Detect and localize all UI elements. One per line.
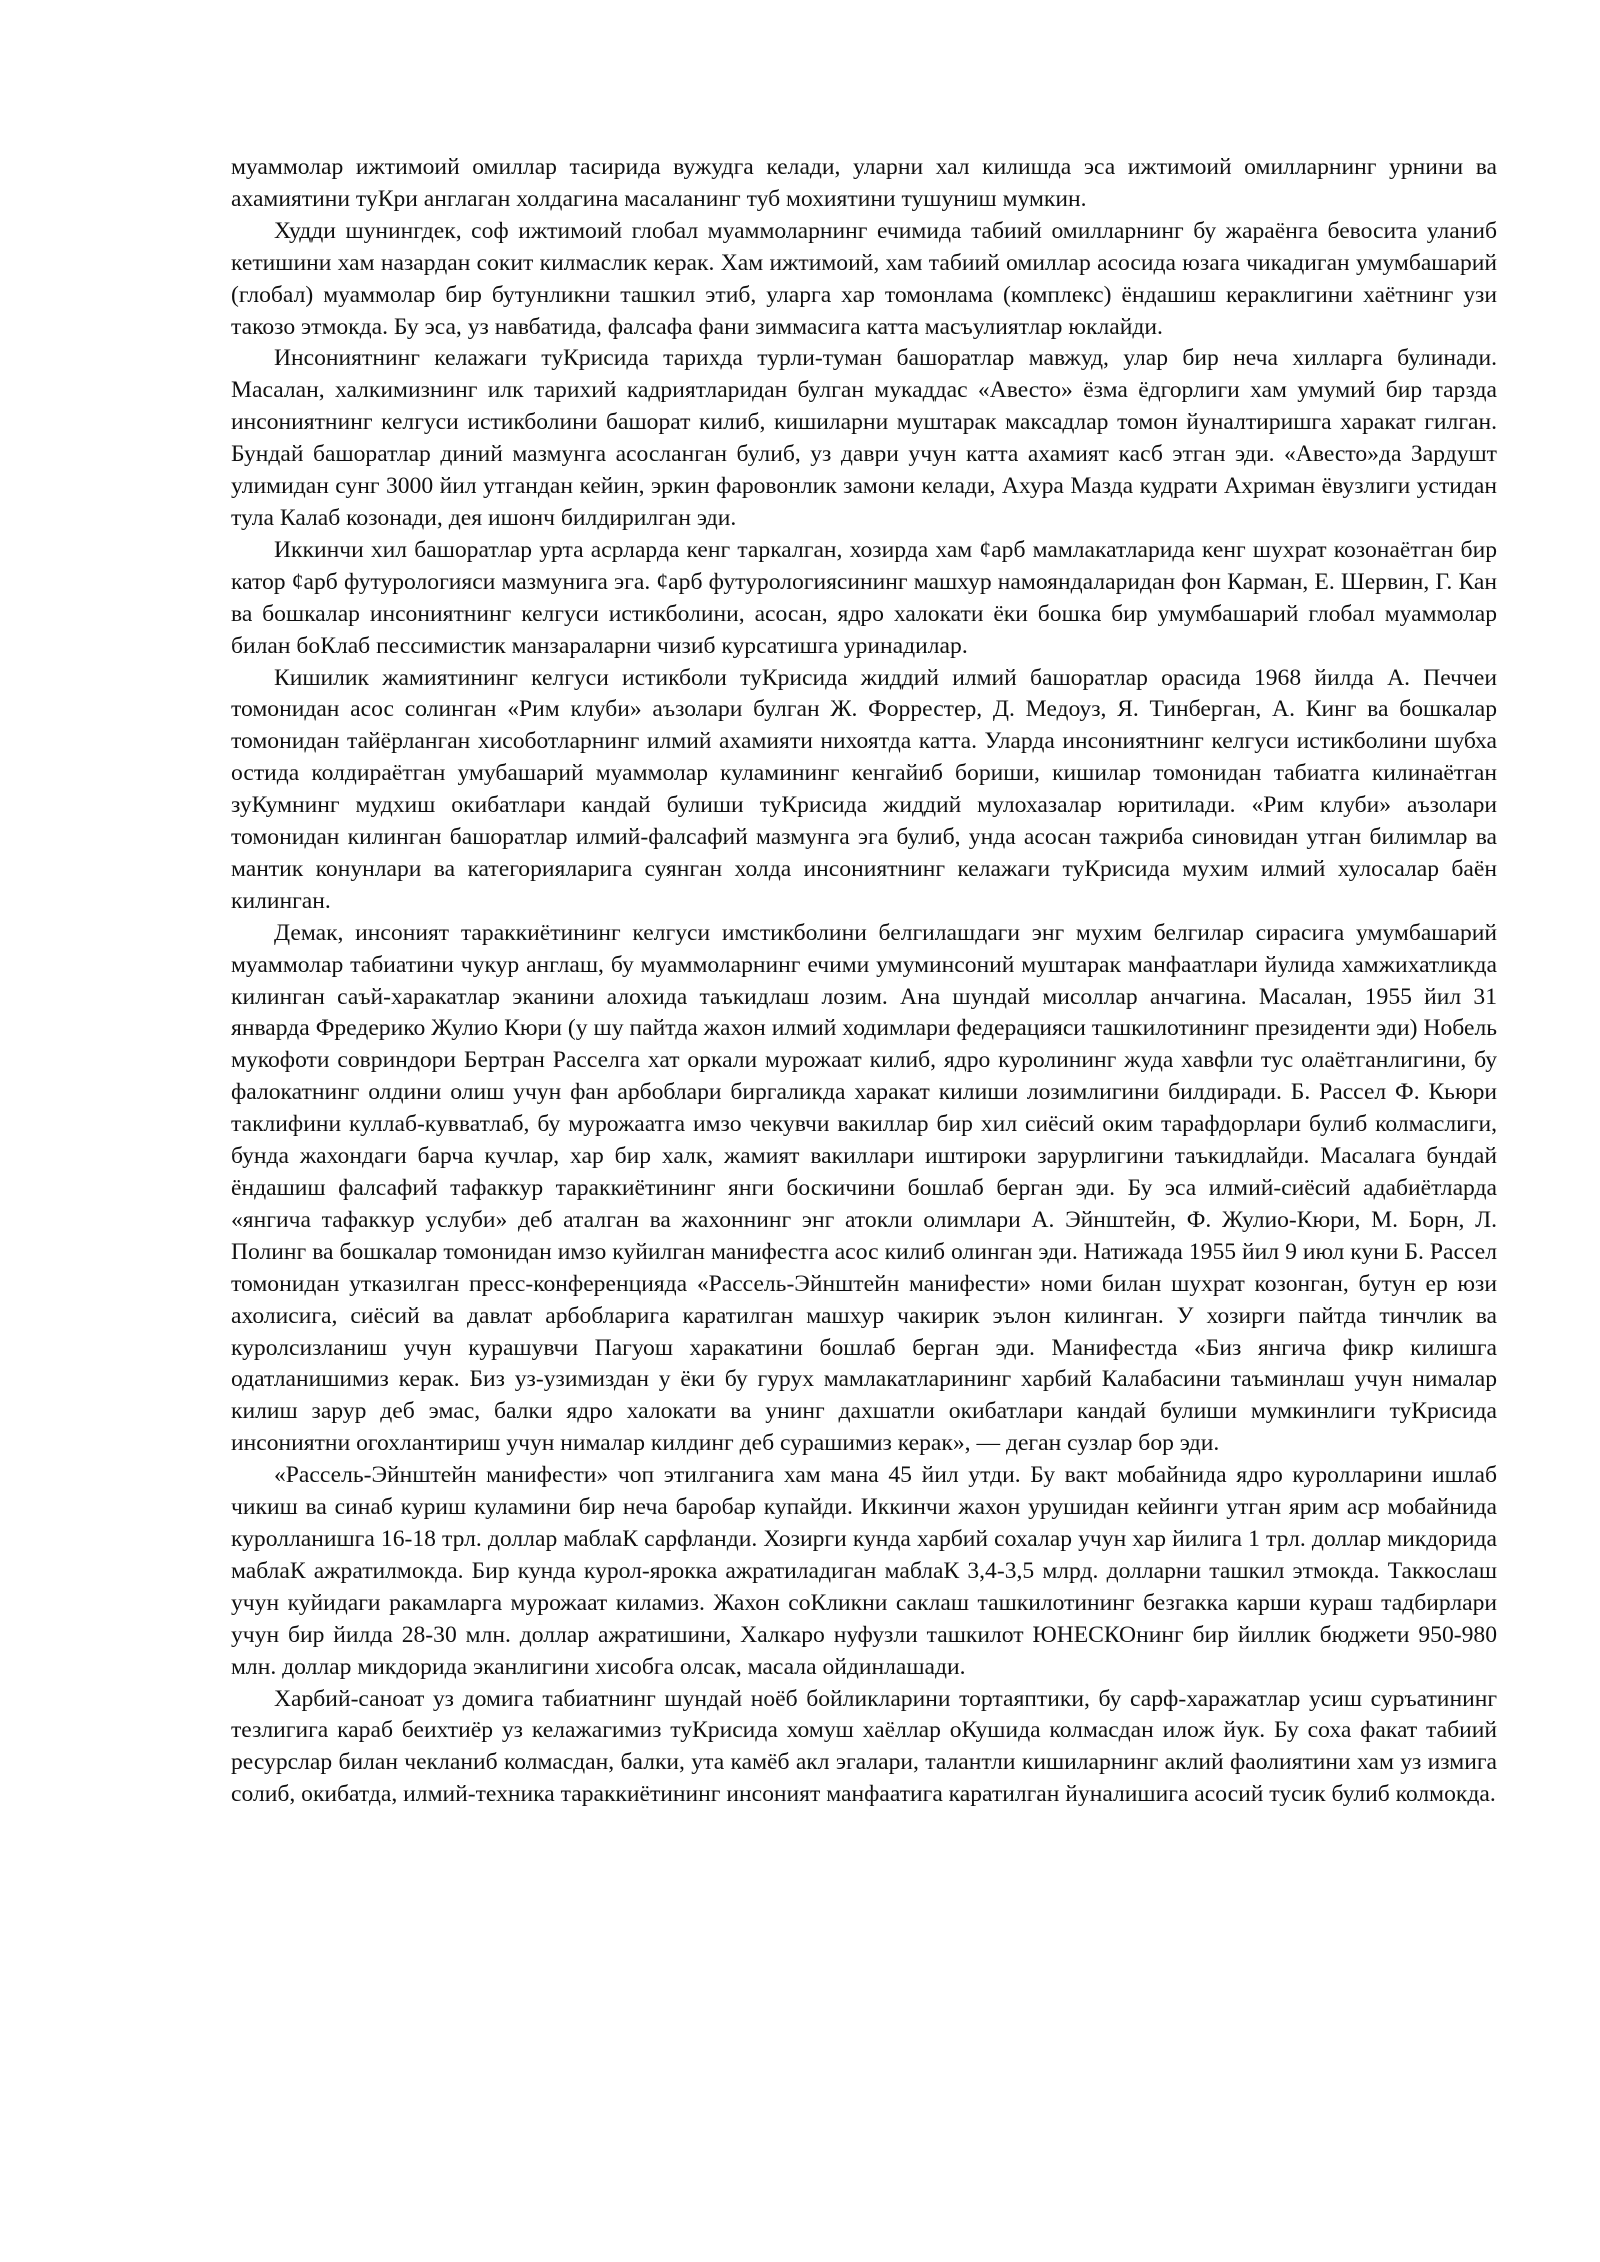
paragraph-military-industry: Харбий-саноат уз домига табиатнинг шундай ноёб бойликларини тортаяптики, бу сарф-харажатлар усиш суръатининг тезлигига караб беихтиёр уз келажагимиз туКрисида хомуш хаёллар оКушида колмасдан илож йук. Бу соха факат табиий ресурслар билан чекланиб колмасдан, балки, ута камёб акл эгалари, талантли кишиларнинг аклий фаолиятини хам уз измига солиб, окибатда, илмий-техника тараккиётининг инсоният манфаатига каратилган йуналишига асосий тусик булиб колмокда. — [231, 1685, 1497, 1808]
document-page — [231, 152, 1497, 1811]
paragraph-russell-einstein: Демак, инсоният тараккиётининг келгуси имстикболини белгилашдаги энг мухим белгилар сирасига умумбашарий муаммолар табиатини чукур англаш, бу муаммоларнинг ечими умуминсоний муштарак манфаатлари йулида хамжихатликда килинган саъй-харакатлар эканини алохида таъкидлаш лозим. Ана шундай мисоллар анчагина. Масалан, 1955 йил 31 январда Фредерико Жулио Кюри (у шу пайтда жахон илмий ходимлари федерацияси ташкилотининг президенти эди) Нобель мукофоти совриндори Бертран Расселга хат оркали мурожаат килиб, ядро куролининг жуда хавфли тус олаётганлигини, бу фалокатнинг олдини олиш учун фан арбоблари биргаликда харакат килиши лозимлигини билдиради. Б. Рассел Ф. Кьюри таклифини куллаб-кувватлаб, бу мурожаатга имзо чекувчи вакиллар бир хил сиёсий оким тарафдорлари булиб колмаслиги, бунда жахондаги барча кучлар, хар бир халк, жамият вакиллари иштироки зарурлигини таъкидлайди. Масалага бундай ёндашиш фалсафий тафаккур тараккиётининг янги боскичини бошлаб берган эди. Бу эса илмий-сиёсий адабиётларда «янгича тафаккур услуби» деб аталган ва жахоннинг энг атокли олимлари А. Эйнштейн, Ф. Жулио-Кюри, М. Борн, Л. Полинг ва бошкалар томонидан имзо куйилган манифестга асос килиб олинган эди. Натижада 1955 йил 9 июл куни Б. Рассел томонидан утказилган пресс-конференцияда «Рассель-Эйнштейн манифести» номи билан шухрат козонган, бутун ер юзи ахолисига, сиёсий ва давлат арбобларига каратилган машхур чакирик эълон килинган. У хозирги пайтда тинчлик ва куролсизланиш учун курашувчи Пагуош харакатини бошлаб берган эди. Манифестда «Биз янгича фикр килишга одатланишимиз керак. Биз уз-узимиздан у ёки бу гурух мамлакатларининг харбий Калабасини таъминлаш учун нималар килиш зарур деб эмас, балки ядро халокати ва унинг дахшатли окибатлари кандай булиши мумкинлиги туКрисида инсониятни огохлантириш учун нималар килдинг деб сурашимиз керак», — деган сузлар бор эди. — [231, 919, 1497, 1457]
paragraph-continuation: муаммолар ижтимоий омиллар тасирида вужудга келади, уларни хал килишда эса ижтимоий омилларнинг урнини ва ахамиятини туКри англаган холдагина масаланинг туб мохиятини тушуниш мумкин. — [231, 154, 1497, 212]
paragraph-club-of-rome: Кишилик жамиятининг келгуси истикболи туКрисида жиддий илмий башоратлар орасида 1968 йилда А. Печчеи томонидан асос солинган «Рим клуби» аъзолари булган Ж. Форрестер, Д. Медоуз, Я. Тинберган, А. Кинг ва бошкалар томонидан тайёрланган хисоботларнинг илмий ахамияти нихоятда катта. Уларда инсониятнинг келгуси истикболини шубха остида колдираётган умубашарий муаммолар куламининг кенгайиб бориши, кишилар томонидан табиатга килинаётган зуКумнинг мудхиш окибатлари кандай булиши туКрисида жиддий мулохазалар юритилади. «Рим клуби» аъзолари томонидан килинган башоратлар илмий-фалсафий мазмунга эга булиб, унда асосан тажриба синовидан утган билимлар ва мантик конунлари ва категорияларига суянган холда инсониятнинг келажаги туКрисида мухим илмий хулосалар баён килинган. — [231, 664, 1497, 914]
paragraph-avesto-predictions: Инсониятнинг келажаги туКрисида тарихда турли-туман башоратлар мавжуд, улар бир неча хилларга булинади. Масалан, халкимизнинг илк тарихий кадриятларидан булган мукаддас «Авесто» ёзма ёдгорлиги хам умумий бир тарзда инсониятнинг келгуси истикболини башорат килиб, кишиларни муштарак максадлар томон йуналтиришга харакат гилган. Бундай башоратлар диний мазмунга асосланган булиб, уз даври учун катта ахамият касб этган эди. «Авесто»да Зардушт улимидан сунг 3000 йил утгандан кейин, эркин фаровонлик замони келади, Ахура Мазда кудрати Ахриман ёвузлиги устидан тула Калаб козонади, дея ишонч билдирилган эди. — [231, 345, 1497, 531]
paragraph-military-spending: «Рассель-Эйнштейн манифести» чоп этилганига хам мана 45 йил утди. Бу вакт мобайнида ядро куролларини ишлаб чикиш ва синаб куриш куламини бир неча баробар купайди. Иккинчи жахон урушидан кейинги утган ярим аср мобайнида куролланишга 16-18 трл. доллар маблаК сарфланди. Хозирги кунда харбий сохалар учун хар йилига 1 трл. доллар микдорида маблаК ажратилмокда. Бир кунда курол-ярокка ажратиладиган маблаК 3,4-3,5 млрд. долларни ташкил этмокда. Таккослаш учун куйидаги ракамларга мурожаат киламиз. Жахон соКликни саклаш ташкилотининг безгакка карши кураш тадбирлари учун бир йилда 28-30 млн. доллар ажратишини, Халкаро нуфузли ташкилот ЮНЕСКОнинг бир йиллик бюджети 950-980 млн. доллар микдорида эканлигини хисобга олсак, масала ойдинлашади. — [231, 1462, 1497, 1680]
paragraph-western-futurology: Иккинчи хил башоратлар урта асрларда кенг таркалган, хозирда хам ¢арб мамлакатларида кенг шухрат козонаётган бир катор ¢арб футурологияси мазмунига эга. ¢арб футурологиясининг машхур намояндаларидан фон Карман, Е. Шервин, Г. Кан ва бошкалар инсониятнинг келгуси истикболини, асосан, ядро халокати ёки бошка бир умумбашарий глобал муаммолар билан боКлаб пессимистик манзараларни чизиб курсатишга уринадилар. — [231, 536, 1497, 659]
paragraph-social-natural-factors: Худди шунингдек, соф ижтимоий глобал муаммоларнинг ечимида табиий омилларнинг бу жараёнга бевосита уланиб кетишини хам назардан сокит килмаслик керак. Хам ижтимоий, хам табиий омиллар асосида юзага чикадиган умумбашарий (глобал) муаммолар бир бутунликни ташкил этиб, уларга хар томонлама (комплекс) ёндашиш кераклигини хаётнинг узи такозо этмокда. Бу эса, уз навбатида, фалсафа фани зиммасига катта масъулиятлар юклайди. — [231, 217, 1497, 340]
